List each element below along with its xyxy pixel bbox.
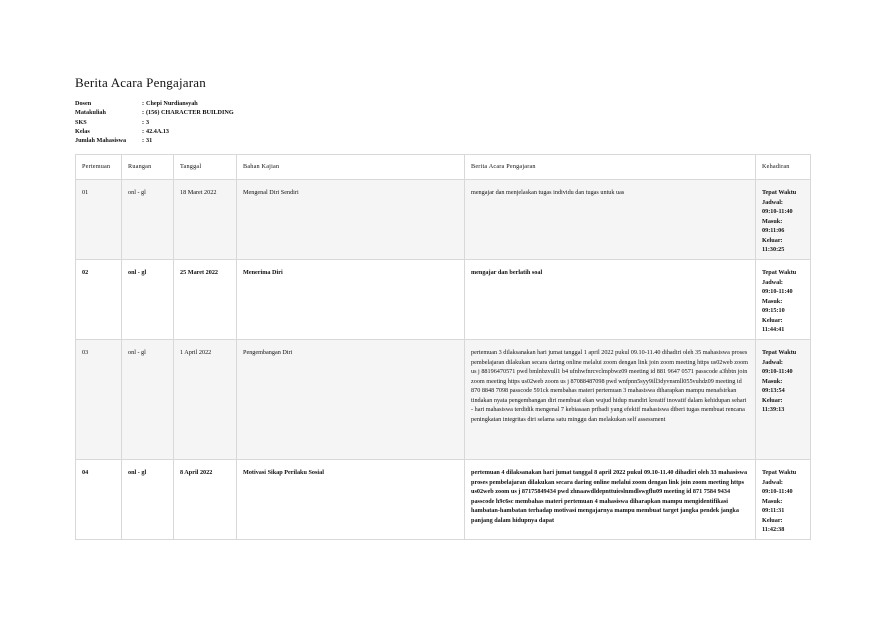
cell-kehadiran — [756, 180, 811, 260]
kehadiran-masuk-value: 09:11:31 — [762, 507, 785, 514]
column-header-bahan-kajian: Bahan Kajian — [237, 155, 465, 180]
kehadiran-keluar-value: 11:30:25 — [762, 246, 785, 253]
column-header-ruangan: Ruangan — [122, 155, 174, 180]
meta-label: Dosen — [75, 100, 92, 107]
meta-label: SKS — [75, 118, 87, 126]
kehadiran-masuk-value: 09:11:06 — [762, 227, 785, 234]
kehadiran-masuk-value: 09:15:10 — [762, 307, 785, 314]
kehadiran-keluar-value: 11:42:38 — [762, 526, 785, 533]
cell-kehadiran — [756, 340, 811, 460]
table-header-row — [76, 155, 811, 180]
kehadiran-masuk-value: 09:13:54 — [762, 387, 785, 394]
cell-kehadiran — [756, 460, 811, 540]
cell-tanggal: 1 April 2022 — [174, 340, 237, 460]
cell-tanggal: 8 April 2022 — [174, 460, 237, 540]
teaching-record-table — [75, 154, 811, 540]
kehadiran-masuk-label: Masuk: — [762, 377, 783, 385]
kehadiran-status: Tepat Waktu — [762, 349, 797, 356]
kehadiran-keluar-value: 11:39:13 — [762, 406, 785, 413]
cell-tanggal: 18 Maret 2022 — [174, 180, 237, 260]
table-row — [76, 340, 811, 460]
cell-bahan-kajian: Pengembangan Diri — [237, 340, 465, 460]
column-header-berita-acara: Berita Acara Pengajaran — [465, 155, 756, 180]
cell-berita-acara: mengajar dan berlatih soal — [465, 260, 756, 340]
cell-berita-acara: pertemuan 4 dilaksanakan hari jumat tanggal 8 april 2022 pukul 09.10-11.40 dihadiri oleh 33 mahasiswa proses pembelajaran dilakukan secara daring online melalui zoom dengan link join zoom meeting https us02web zoom us j 87175849434 pwd zhnaawdldepnttuieslnmdlswgflu09 meeting id 871 7584 9434 passcode h9c6sc membahas materi pertemuan 4 mahasiswa diharapkan mampu mengidentifikasi hambatan-hambatan terhadap motivasi mengajarnya mampu membuat target jangka pendek jangka panjang dalam hidupnya dapat — [465, 460, 756, 540]
cell-pertemuan: 01 — [76, 180, 122, 260]
kehadiran-keluar-label: Keluar: — [762, 236, 783, 244]
cell-kehadiran — [756, 260, 811, 340]
kehadiran-masuk-label: Masuk: — [762, 217, 783, 225]
meta-value: 42.4A.13 — [146, 127, 170, 135]
meta-separator: : — [142, 100, 145, 107]
kehadiran-masuk-label: Masuk: — [762, 497, 783, 505]
cell-ruangan: onl - gl — [122, 460, 174, 540]
meta-separator: : — [142, 127, 145, 135]
meta-value: 3 — [146, 118, 150, 126]
kehadiran-status: Tepat Waktu — [762, 269, 797, 276]
table-row — [76, 260, 811, 340]
cell-ruangan: onl - gl — [122, 180, 174, 260]
cell-ruangan: onl - gl — [122, 340, 174, 460]
cell-bahan-kajian: Motivasi Sikap Perilaku Sosial — [237, 460, 465, 540]
kehadiran-jadwal-value: 09:10-11:40 — [762, 208, 793, 215]
meta-value: Chepi Nurdiansyah — [146, 100, 198, 107]
kehadiran-status: Tepat Waktu — [762, 189, 797, 196]
meta-row-dosen — [75, 99, 234, 108]
column-header-tanggal: Tanggal — [174, 155, 237, 180]
meta-row-kelas — [75, 127, 234, 136]
cell-bahan-kajian: Mengenal Diri Sendiri — [237, 180, 465, 260]
meta-separator: : — [142, 137, 145, 145]
kehadiran-jadwal-value: 09:10-11:40 — [762, 488, 793, 495]
kehadiran-jadwal-label: Jadwal: — [762, 358, 783, 366]
table-row — [76, 460, 811, 540]
meta-label: Matakuliah — [75, 109, 106, 117]
kehadiran-jadwal-label: Jadwal: — [762, 198, 783, 206]
cell-berita-acara: mengajar dan menjelaskan tugas individu dan tugas untuk uas — [465, 180, 756, 260]
cell-ruangan: onl - gl — [122, 260, 174, 340]
kehadiran-keluar-label: Keluar: — [762, 396, 783, 404]
kehadiran-keluar-value: 11:44:41 — [762, 326, 785, 333]
kehadiran-jadwal-value: 09:10-11:40 — [762, 368, 793, 375]
column-header-kehadiran: Kehadiran — [756, 155, 811, 180]
meta-value: 31 — [146, 137, 153, 145]
kehadiran-jadwal-label: Jadwal: — [762, 478, 783, 486]
meta-block — [75, 99, 234, 145]
meta-value: (156) CHARACTER BUILDING — [146, 109, 234, 117]
cell-pertemuan: 04 — [76, 460, 122, 540]
kehadiran-keluar-label: Keluar: — [762, 516, 783, 524]
kehadiran-masuk-label: Masuk: — [762, 297, 783, 305]
page-title: Berita Acara Pengajaran — [75, 75, 206, 90]
kehadiran-keluar-label: Keluar: — [762, 316, 783, 324]
kehadiran-status: Tepat Waktu — [762, 469, 797, 476]
meta-label: Kelas — [75, 127, 90, 135]
meta-row-sks — [75, 118, 234, 127]
column-header-pertemuan: Pertemuan — [76, 155, 122, 180]
kehadiran-jadwal-label: Jadwal: — [762, 278, 783, 286]
cell-berita-acara: pertemuan 3 dilaksanakan hari jumat tanggal 1 april 2022 pukul 09.10-11.40 dihadiri oleh 35 mahasiswa proses pembelajaran dilakukan secara daring online melalui zoom dengan link join zoom meeting https us02web zoom us j 88196470571 pwd bmlnbzvull1 b4 ufnhwfnrcvclmpbwz09 meeting id 881 9647 0571 passcode a3hbtn join zoom meeting https us02web zoom us j 87088487098 pwd wnfpnn5syy9ill3dyvnsmll055vuhdz09 meeting id 870 8848 7098 passcode 591ck membahas materi pertemuan 3 mahasiswa diharapkan mampu menafsirkan tindakan nyata pengembangan diri membuat ekan wujud hidup mandiri kreatif inovatif dalam kehidupan sehari - hari mahasiswa terdidik mengenal 7 kebiasaan pribadi yang efektif mahasiswa diberi tugas membuat rencana peningkatan integritas diri selama satu minggu dan melakukan self assessment — [465, 340, 756, 460]
cell-bahan-kajian: Menerima Diri — [237, 260, 465, 340]
cell-tanggal: 25 Maret 2022 — [174, 260, 237, 340]
meta-separator: : — [142, 109, 145, 117]
meta-label: Jumlah Mahasiswa — [75, 137, 127, 145]
meta-row-matakuliah — [75, 108, 234, 117]
cell-pertemuan: 02 — [76, 260, 122, 340]
meta-separator: : — [142, 118, 145, 126]
kehadiran-jadwal-value: 09:10-11:40 — [762, 288, 793, 295]
table-row — [76, 180, 811, 260]
cell-pertemuan: 03 — [76, 340, 122, 460]
meta-row-jumlah-mahasiswa — [75, 136, 234, 145]
